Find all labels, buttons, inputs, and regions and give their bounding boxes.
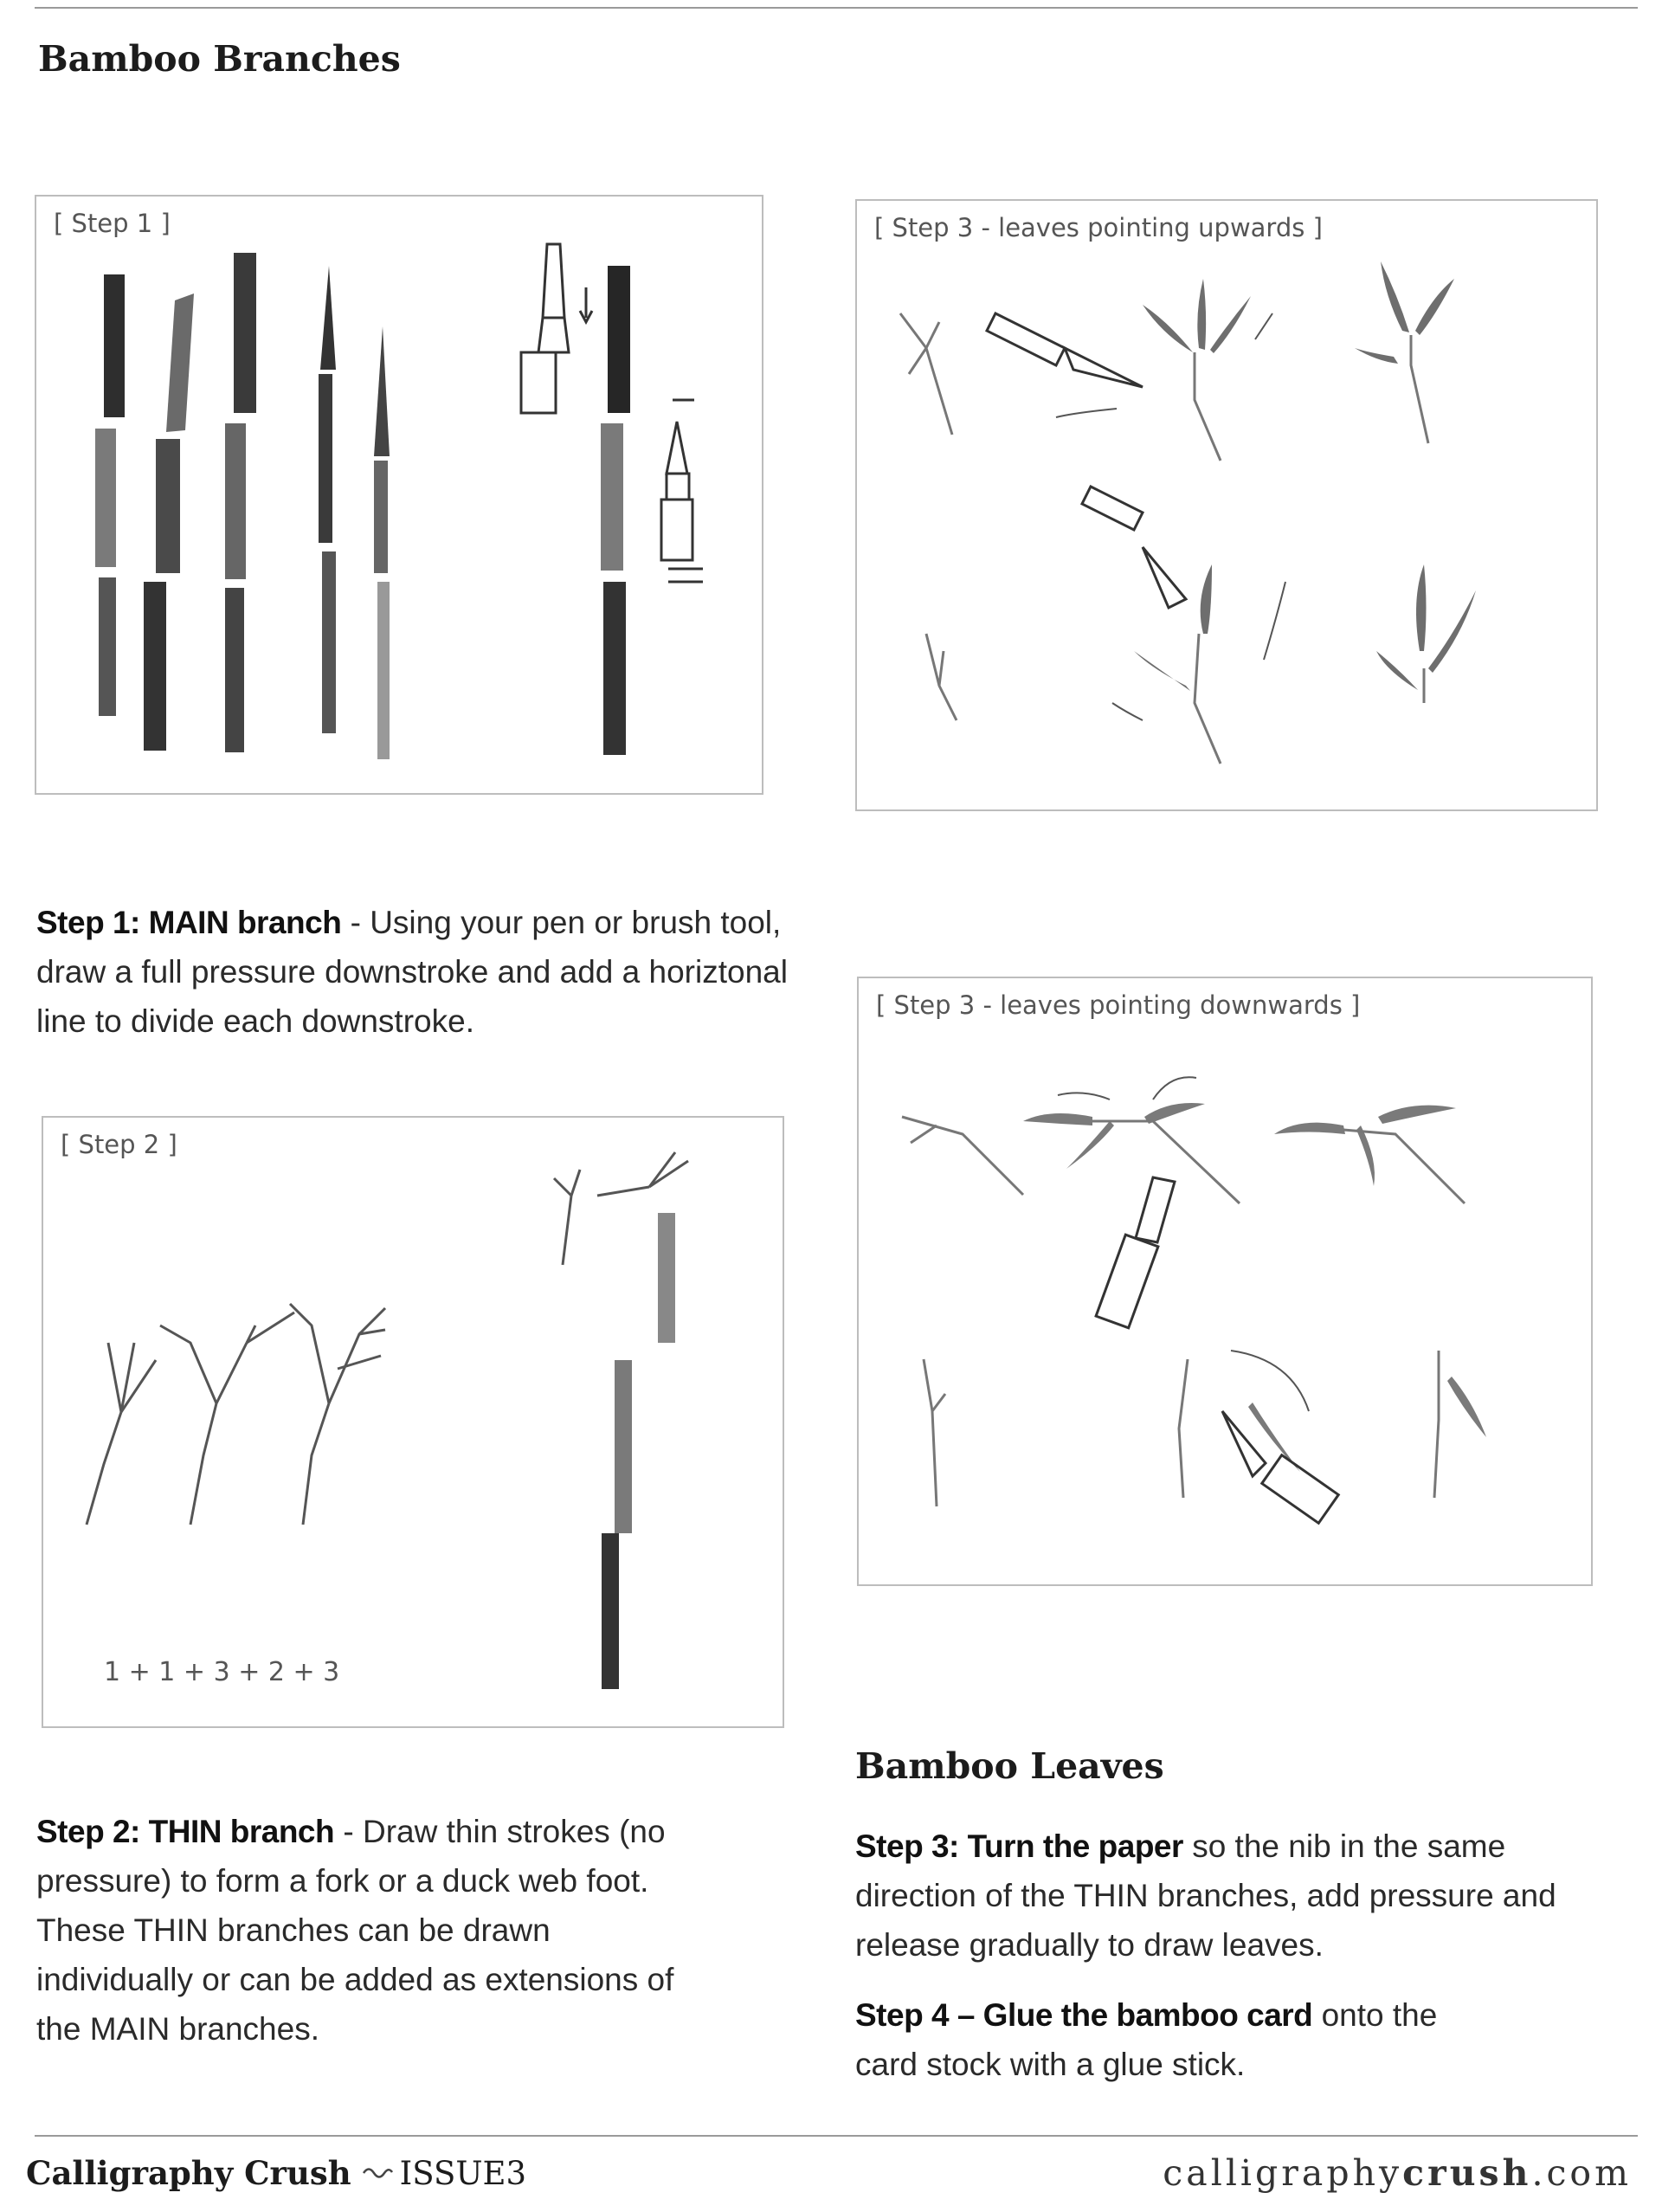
- pen-nib-icon: [987, 313, 1186, 608]
- step2-drawing: [43, 1118, 783, 1726]
- step2-formula: 1 + 1 + 3 + 2 + 3: [104, 1657, 340, 1687]
- step3-text: so the nib in the same direction of the THIN branches, add pressure and release gradually to draw leaves.: [855, 1828, 1556, 1963]
- stalk-6-top: [608, 266, 630, 413]
- main-branch-bot: [602, 1533, 619, 1689]
- direction-arrows: [1058, 1077, 1309, 1411]
- stalk-5-tip: [374, 326, 390, 456]
- step3-downwards-drawing: [859, 978, 1591, 1584]
- stalk-2-mid: [156, 439, 180, 573]
- main-branch-top: [658, 1213, 675, 1343]
- footer-rule: [35, 2135, 1638, 2137]
- main-branch-mid: [615, 1360, 632, 1533]
- header-rule: [35, 7, 1638, 9]
- stalk-2-top: [166, 293, 194, 432]
- leaf-cluster-upwards: [1134, 261, 1476, 691]
- pen-nib-horizontal-icon: [661, 400, 703, 582]
- leaf-stems: [1195, 335, 1428, 764]
- step3-downwards-label: [ Step 3 - leaves pointing downwards ]: [876, 990, 1361, 1020]
- stalk-1-bot: [99, 577, 116, 716]
- page-title: Bamboo Branches: [38, 38, 401, 80]
- stalk-5-bot: [377, 582, 390, 759]
- stalk-1-mid: [95, 429, 116, 567]
- step1-illustration: [35, 195, 763, 795]
- footer-issue: ISSUE3: [399, 2154, 527, 2192]
- step3-lead: Step 3: Turn the paper: [855, 1828, 1183, 1864]
- step2-text: - Draw thin strokes (no pressure) to form a fork or a duck web foot. These THIN branches can be drawn individually or can be added as extensions of the MAIN branches.: [36, 1814, 674, 2047]
- step4-text: onto the card stock with a glue stick.: [855, 1997, 1438, 2082]
- footer-site-prefix: calligraphy: [1163, 2152, 1403, 2194]
- thin-branch-sketch: [900, 313, 957, 720]
- step1-lead: Step 1: MAIN branch: [36, 905, 342, 940]
- step1-instruction: [36, 898, 798, 1046]
- step3-upwards-illustration: [855, 199, 1598, 811]
- stalk-4-tip: [320, 266, 336, 370]
- stalk-2-bot: [144, 582, 166, 751]
- stalk-6-bot: [603, 582, 626, 755]
- step3-downwards-illustration: [857, 977, 1593, 1586]
- footer-site-bold: crush: [1402, 2152, 1532, 2194]
- step4-lead: Step 4 – Glue the bamboo card: [855, 1997, 1313, 2033]
- step3-upwards-drawing: [857, 201, 1596, 809]
- step3-instruction: [855, 1822, 1582, 1970]
- step2-lead: Step 2: THIN branch: [36, 1814, 335, 1849]
- step4-instruction: [855, 1990, 1453, 2089]
- pen-nib-vertical-icon: [521, 244, 592, 413]
- leaf-cluster-downwards: [1023, 1103, 1486, 1472]
- footer-brand-name: Calligraphy Crush: [26, 2154, 351, 2192]
- step2-illustration: [42, 1116, 784, 1728]
- stalk-6-mid: [601, 423, 623, 571]
- stalk-1-top: [104, 274, 125, 417]
- footer-website: [1163, 2152, 1632, 2194]
- step1-label: [ Step 1 ]: [54, 209, 171, 238]
- stalk-3-mid: [225, 423, 246, 579]
- stalk-4-mid: [319, 374, 332, 543]
- footer-brand: [26, 2154, 526, 2192]
- swirl-ornament-icon: [360, 2164, 395, 2183]
- pen-nib-icon: [1096, 1177, 1338, 1523]
- section-title-leaves: Bamboo Leaves: [855, 1745, 1164, 1787]
- stalk-5-mid: [374, 461, 388, 573]
- step2-label: [ Step 2 ]: [61, 1130, 177, 1159]
- stalk-4-bot: [322, 551, 336, 733]
- footer-site-suffix: .com: [1531, 2152, 1632, 2194]
- step1-text: - Using your pen or brush tool, draw a full pressure downstroke and add a horiztonal line to divide each downstroke.: [36, 905, 788, 1039]
- bamboo-stalks-group: [95, 253, 630, 759]
- thin-branch-forks: [87, 1152, 688, 1525]
- thin-branch-sketch: [902, 1117, 1023, 1506]
- stalk-3-top: [234, 253, 256, 413]
- stalk-3-bot: [225, 588, 244, 752]
- leaf-stems: [1092, 1121, 1465, 1498]
- main-branch-with-joints: [602, 1213, 675, 1689]
- step1-drawing: [36, 197, 762, 793]
- step2-instruction: [36, 1807, 694, 2054]
- step3-upwards-label: [ Step 3 - leaves pointing upwards ]: [874, 213, 1323, 242]
